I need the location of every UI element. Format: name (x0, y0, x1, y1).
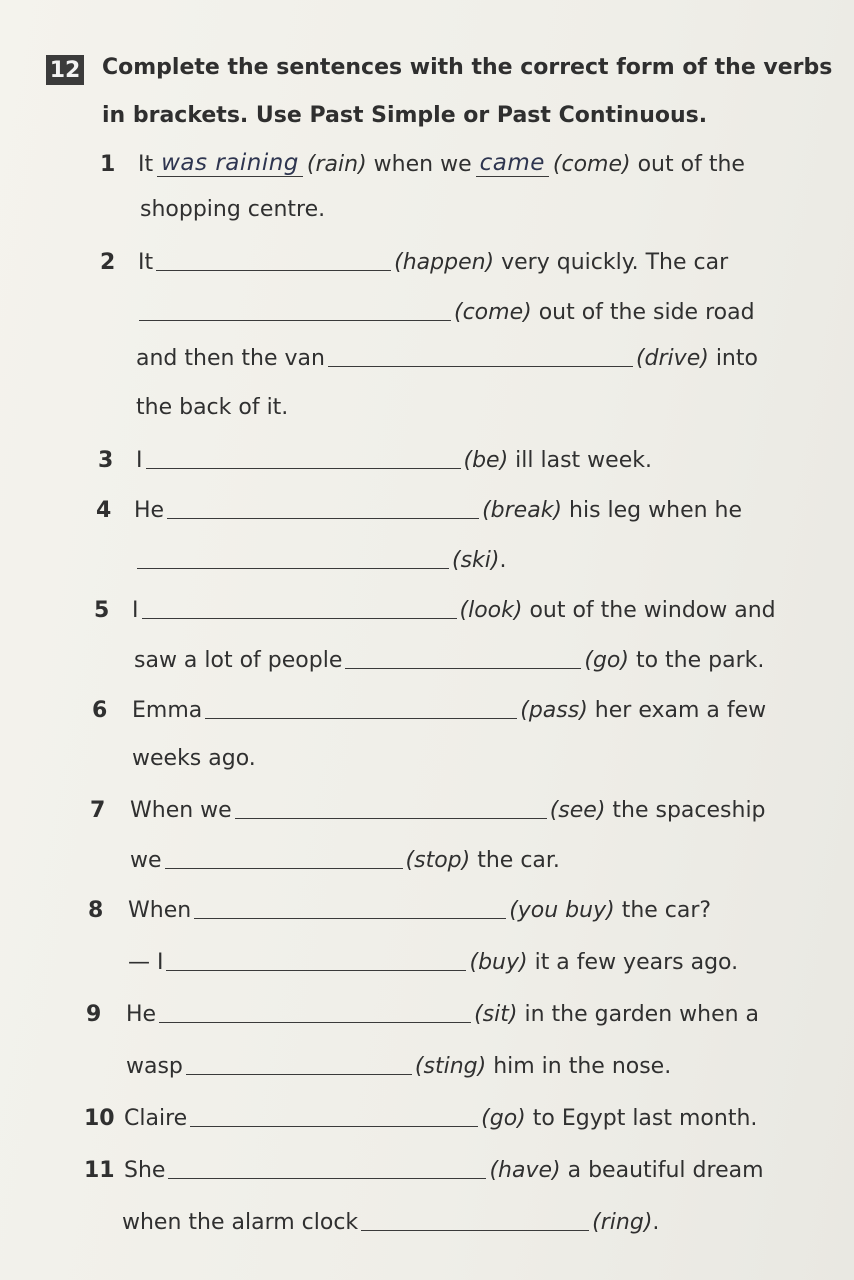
verb-hint: (sting) (414, 1054, 487, 1079)
answer-blank[interactable] (165, 848, 403, 869)
sentence-11-line-2 (122, 1210, 659, 1235)
verb-hint: (pass) (520, 698, 588, 723)
item-number: 2 (100, 250, 116, 275)
sentence-text: He (126, 1002, 157, 1027)
sentence-6-line-2 (132, 746, 256, 771)
sentence-5-line-2 (134, 648, 764, 673)
sentence-text: when the alarm clock (122, 1210, 359, 1235)
sentence-2-line-1 (100, 250, 728, 275)
sentence-text: a beautiful dream (567, 1158, 764, 1183)
sentence-2-line-4 (136, 395, 288, 420)
sentence-text: I (132, 598, 139, 623)
answer-blank[interactable] (142, 598, 457, 619)
item-number: 3 (98, 448, 114, 473)
sentence-text: the car? (621, 898, 712, 923)
sentence-text: . (652, 1210, 660, 1235)
sentence-6-line-1 (92, 698, 766, 723)
sentence-text: her exam a few (594, 698, 767, 723)
sentence-text: in the garden when a (524, 1002, 760, 1027)
instruction-line-2: in brackets. Use Past Simple or Past Continuous. (102, 103, 708, 128)
answer-blank[interactable] (167, 498, 479, 519)
sentence-text: when we (373, 152, 472, 177)
item-number: 1 (100, 152, 116, 177)
answer-blank[interactable] (235, 798, 547, 819)
sentence-text: Claire (124, 1106, 188, 1131)
sentence-text: . (499, 548, 507, 573)
sentence-text: the spaceship (612, 798, 766, 823)
sentence-text: him in the nose. (493, 1054, 672, 1079)
answer-blank[interactable] (166, 950, 466, 971)
sentence-text: his leg when he (569, 498, 743, 523)
verb-hint: (come) (454, 300, 532, 325)
sentence-11-line-1 (84, 1158, 764, 1183)
sentence-3 (98, 448, 652, 473)
sentence-4-line-1 (96, 498, 742, 523)
verb-hint: (see) (549, 798, 606, 823)
sentence-text: When (128, 898, 192, 923)
sentence-5-line-1 (94, 598, 776, 623)
item-number: 9 (86, 1002, 102, 1027)
sentence-text: weeks ago. (132, 746, 256, 771)
item-number: 5 (94, 598, 110, 623)
sentence-text: When we (130, 798, 232, 823)
sentence-text: saw a lot of people (134, 648, 343, 673)
sentence-text: it a few years ago. (534, 950, 739, 975)
sentence-text: and then the van (136, 346, 325, 371)
sentence-text: out of the window and (529, 598, 776, 623)
answer-blank[interactable] (194, 898, 506, 919)
instruction-line-1: Complete the sentences with the correct form of the verbs (102, 55, 833, 80)
sentence-text: shopping centre. (140, 197, 326, 222)
verb-hint: (buy) (469, 950, 528, 975)
handwritten-answer: was raining (157, 150, 303, 177)
sentence-7-line-1 (90, 798, 766, 823)
sentence-10 (84, 1106, 757, 1131)
answer-blank[interactable] (159, 1002, 471, 1023)
verb-hint: (ring) (592, 1210, 653, 1235)
verb-hint: (ski) (452, 548, 500, 573)
sentence-text: He (134, 498, 165, 523)
answer-blank[interactable] (137, 548, 449, 569)
verb-hint: (rain) (306, 152, 367, 177)
answer-blank[interactable] (361, 1210, 589, 1231)
sentence-text: wasp (126, 1054, 183, 1079)
item-number: 11 (84, 1158, 115, 1183)
item-number: 4 (96, 498, 112, 523)
verb-hint: (go) (584, 648, 629, 673)
item-number: 6 (92, 698, 108, 723)
sentence-7-line-2 (130, 848, 560, 873)
sentence-text: the car. (477, 848, 560, 873)
sentence-text: the back of it. (136, 395, 289, 420)
sentence-text: It (138, 250, 154, 275)
verb-hint: (stop) (405, 848, 471, 873)
sentence-text: into (715, 346, 758, 371)
sentence-text: to the park. (635, 648, 765, 673)
sentence-9-line-1 (86, 1002, 759, 1027)
answer-blank[interactable] (156, 250, 391, 271)
verb-hint: (happen) (394, 250, 495, 275)
verb-hint: (drive) (635, 346, 709, 371)
verb-hint: (come) (552, 152, 631, 177)
verb-hint: (go) (481, 1106, 526, 1131)
answer-blank[interactable] (186, 1054, 412, 1075)
sentence-text: very quickly. The car (501, 250, 729, 275)
sentence-8-line-2 (128, 950, 738, 975)
sentence-text: She (124, 1158, 166, 1183)
sentence-text: It (138, 152, 154, 177)
verb-hint: (break) (482, 498, 563, 523)
answer-blank[interactable] (328, 346, 633, 367)
sentence-2-line-2 (136, 300, 755, 325)
verb-hint: (you buy) (509, 898, 615, 923)
sentence-text: I (136, 448, 143, 473)
sentence-1-line-2 (140, 197, 325, 222)
exercise-number-badge: 12 (46, 55, 84, 85)
item-number: 7 (90, 798, 106, 823)
sentence-8-line-1 (88, 898, 711, 923)
sentence-text: ill last week. (515, 448, 652, 473)
sentence-text: we (130, 848, 162, 873)
sentence-text: out of the (637, 152, 745, 177)
item-number: 10 (84, 1106, 115, 1131)
verb-hint: (look) (459, 598, 523, 623)
answer-blank[interactable] (345, 648, 581, 669)
sentence-text: to Egypt last month. (532, 1106, 758, 1131)
answer-blank[interactable] (168, 1158, 486, 1179)
sentence-9-line-2 (126, 1054, 671, 1079)
verb-hint: (be) (463, 448, 509, 473)
answer-blank[interactable] (146, 448, 461, 469)
sentence-1-line-1 (100, 150, 745, 177)
sentence-text: Emma (132, 698, 203, 723)
verb-hint: (have) (489, 1158, 561, 1183)
sentence-text: — I (128, 950, 164, 975)
verb-hint: (sit) (474, 1002, 518, 1027)
handwritten-answer: came (476, 150, 549, 177)
sentence-4-line-2 (134, 548, 506, 573)
answer-blank[interactable] (139, 300, 451, 321)
answer-blank[interactable] (205, 698, 517, 719)
answer-blank[interactable] (190, 1106, 478, 1127)
sentence-2-line-3 (136, 346, 758, 371)
sentence-text: out of the side road (538, 300, 755, 325)
item-number: 8 (88, 898, 104, 923)
